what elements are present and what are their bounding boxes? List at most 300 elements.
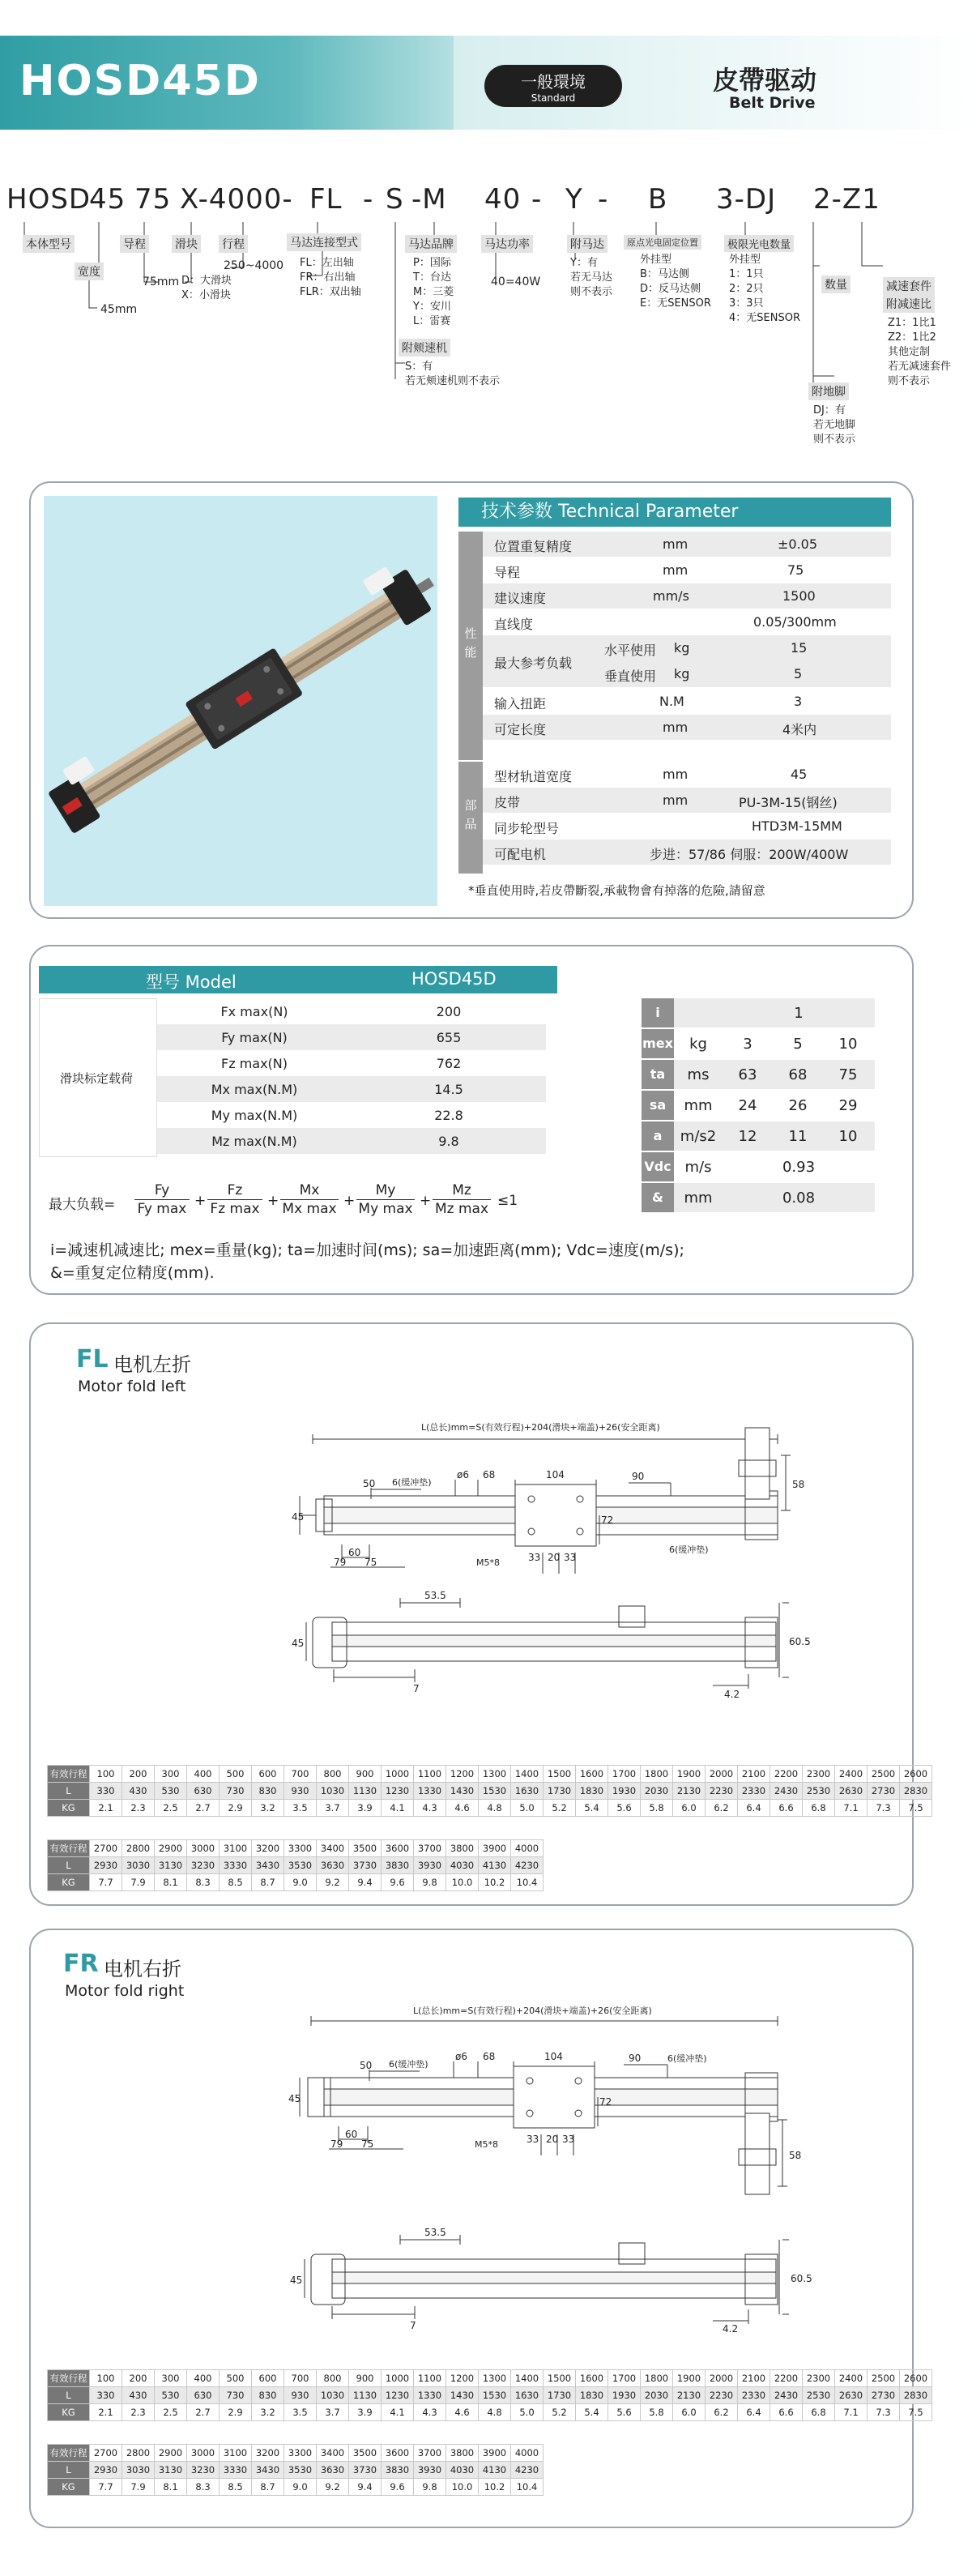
formula-term: Mx Mx max [280,1181,339,1218]
svg-text:72: 72 [601,1514,614,1526]
reducer-kit-options [888,316,951,389]
stroke-cell: 1330 [414,1783,446,1800]
stroke-cell: 3630 [317,1857,349,1874]
formula-tail: ≤1 [497,1193,518,1209]
stroke-cell: 1300 [479,2370,511,2387]
stroke-cell: 3030 [122,2462,155,2479]
stroke-cell: 3930 [414,2462,446,2479]
stroke-cell: 9.8 [414,2479,446,2496]
stroke-cell: 7.1 [835,2404,868,2421]
stroke-cell: 1130 [349,1783,382,1800]
tech-row: 输入扭距 N.M 3 [494,694,803,711]
stroke-cell: 200 [122,1766,155,1783]
stroke-cell: 6.4 [738,2404,770,2421]
svg-text:60.5: 60.5 [789,1636,811,1647]
tech-row: 位置重复精度 mm ±0.05 [483,532,891,557]
stroke-cell: 8.1 [155,1874,187,1891]
stroke-cell: 7.5 [900,2404,932,2421]
stroke-cell: 8.5 [220,1874,252,1891]
stroke-cell: 10.2 [479,1874,511,1891]
stroke-cell: 5.2 [544,2404,576,2421]
stroke-cell: 6.6 [770,2404,803,2421]
svg-text:68: 68 [483,1469,496,1480]
stroke-cell: 7.9 [122,2479,155,2496]
stroke-cell: 2130 [673,1783,706,1800]
tech-row: 建议速度 mm/s 1500 [483,583,891,609]
stroke-cell: 2630 [835,1783,868,1800]
motor-brand-option: T：台达 [413,271,451,284]
code-part-brand: S [386,183,404,216]
load-group-label: 滑块标定载荷 [60,1071,134,1086]
origin-sensor-option: E：无SENSOR [640,297,711,310]
kin-row: a m/s2 12 11 10 [642,1121,875,1151]
stroke-cell: 7.3 [868,1800,900,1817]
stroke-cell: 10.0 [446,2479,479,2496]
stroke-cell: 1000 [382,1766,414,1783]
stroke-cell: 2000 [706,2370,738,2387]
stroke-cell: 2.1 [90,2404,122,2421]
svg-text:104: 104 [546,1469,565,1480]
stroke-cell: 9.2 [317,2479,349,2496]
stroke-cell: 300 [155,1766,187,1783]
stroke-cell: 2.9 [220,1800,252,1817]
stroke-cell: 1030 [317,2387,349,2404]
stroke-cell: 3230 [187,1857,220,1874]
motor-connection-option: FR：右出轴 [300,271,356,284]
stroke-cell: 3.2 [252,1800,284,1817]
stroke-cell: 3.5 [284,1800,317,1817]
svg-text:45: 45 [292,1638,305,1649]
fl-length-formula: L(总长)mm=S(有效行程)+204(滑块+端盖)+26(安全距离) [421,1422,660,1433]
stroke-cell: 3330 [220,2462,252,2479]
load-row: Fx max(N) 200 [220,1004,462,1019]
stroke-cell: 7.9 [122,1874,155,1891]
stroke-cell: 1830 [576,1783,608,1800]
svg-text:60: 60 [348,1547,361,1558]
stroke-cell: 100 [90,1766,122,1783]
svg-text:33: 33 [526,2134,539,2145]
stroke-cell: 2100 [738,2370,770,2387]
load-row: Fy max(N) 655 [157,1024,546,1050]
stroke-cell: 2330 [738,1783,770,1800]
motor-connection-options [300,256,361,300]
stroke-cell: 2.3 [122,1800,155,1817]
tech-row: 同步轮型号 HTD3M-15MM [494,818,842,836]
stroke-cell: 2830 [900,2387,932,2404]
svg-text:7: 7 [413,1683,420,1694]
stroke-cell: 3800 [446,2445,479,2462]
stroke-cell: 7.7 [90,2479,122,2496]
stroke-cell: 2630 [835,2387,868,2404]
formula-term: Fy Fy max [134,1181,190,1218]
stroke-cell: 1800 [641,1766,673,1783]
stroke-cell: 2.5 [155,2404,187,2421]
fl-buffer-left: 6(缓冲垫) [392,1477,432,1488]
label-stroke: 行程 [219,235,248,253]
stroke-cell: 3300 [284,1840,317,1857]
stroke-cell: 1530 [479,1783,511,1800]
stroke-cell: 7.1 [835,1800,868,1817]
stroke-cell: 2930 [90,1857,122,1874]
tech-row: 可配电机 步进：57/86 伺服：200W/400W [483,839,891,865]
svg-text:20: 20 [548,1552,561,1563]
stroke-cell: 1730 [544,2387,576,2404]
stroke-cell: 5.0 [511,1800,544,1817]
label-motor-connection: 马达连接型式 [287,233,361,251]
stroke-cell: 330 [90,1783,122,1800]
environment-badge [484,65,622,107]
stroke-cell: 4130 [479,2462,511,2479]
stroke-cell: 3530 [284,1857,317,1874]
stroke-cell: 2530 [803,1783,835,1800]
fl-stroke-table-2: 有效行程 2700 2800 2900 3000 3100 3200 3300 3400 3500 3600 3700 3800 3900 4000 L 2930 3030 3130 3230 3330 3430 3530 3630 3730 3830 3930 4030 4130 4230 KG 7.7 7.9 8.1 8.3 8.5 8.7 9.0 9.2 9.4 9.6 9.8 10.0 10.2 10.4 [47,1839,544,1891]
stroke-cell: 1000 [382,2370,414,2387]
stroke-cell: 1300 [479,1766,511,1783]
stroke-cell: 600 [252,1766,284,1783]
kin-row: i 1 [642,998,875,1027]
stroke-cell: 3630 [317,2462,349,2479]
stroke-cell: 2030 [641,2387,673,2404]
limit-sensor-option: 3：3只 [729,297,764,310]
product-title: HOSD45D [19,57,261,105]
motor-brand-option: L：雷赛 [413,315,451,327]
stroke-cell: 3.9 [349,2404,382,2421]
stroke-cell: 830 [252,1783,284,1800]
stroke-cell: 3000 [187,2445,220,2462]
stroke-cell: 5.8 [641,1800,673,1817]
side-label-parts: 部品 [458,762,483,874]
stroke-cell: 6.4 [738,1800,770,1817]
formula-lead: 最大负载= [49,1197,116,1213]
reducer-kit-option: Z1：1比1 [888,317,936,329]
svg-text:68: 68 [483,2051,496,2062]
load-row: Fz max(N) 762 [221,1056,462,1071]
stroke-cell: 3730 [349,2462,382,2479]
with-motor-options [570,256,612,300]
stroke-cell: 400 [187,2370,220,2387]
svg-text:50: 50 [363,1478,376,1489]
model-title-bar [39,966,557,993]
origin-sensor-options [640,253,711,311]
stroke-cell: 9.0 [284,1874,317,1891]
fr-buffer-right: 6(缓冲垫) [667,2053,707,2064]
svg-text:58: 58 [789,2150,802,2161]
stroke-cell: 5.4 [576,2404,608,2421]
stroke-cell: 2730 [868,1783,900,1800]
stroke-cell: 9.4 [349,1874,382,1891]
slider-option: D：大滑块 [181,275,232,287]
stroke-cell: 8.7 [252,1874,284,1891]
svg-text:ø6: ø6 [455,2051,467,2062]
stroke-cell: 430 [122,1783,155,1800]
svg-text:79: 79 [334,1557,347,1568]
svg-text:79: 79 [330,2138,343,2150]
svg-text:50: 50 [360,2060,373,2071]
limit-sensor-option: 外挂型 [729,254,761,266]
stroke-cell: 900 [349,2370,382,2387]
stroke-cell: 100 [90,2370,122,2387]
stroke-cell: 1630 [511,1783,544,1800]
svg-text:45: 45 [292,1511,305,1523]
stroke-cell: 6.2 [706,1800,738,1817]
load-row: Mx max(N.M) 14.5 [157,1076,546,1102]
stroke-cell: 4.8 [479,1800,511,1817]
stroke-cell: 3400 [317,1840,349,1857]
load-row: Mz max(N.M) 9.8 [157,1128,546,1154]
motor-connection-option: FL：左出轴 [300,257,354,269]
limit-sensor-option: 2：2只 [729,283,764,295]
stroke-cell: 8.3 [187,1874,220,1891]
stroke-cell: 3700 [414,1840,446,1857]
with-motor-option: 若无马达 [570,271,613,284]
stroke-cell: 1100 [414,2370,446,2387]
code-part-motor: -M [411,183,447,216]
stroke-cell: 6.6 [770,1800,803,1817]
kin-row: Vdc m/s 0.93 [642,1152,875,1181]
code-part-limit: 3-DJ [716,183,777,216]
tech-row: 直线度 0.05/300mm [494,614,837,632]
stroke-cell: 3200 [252,2445,284,2462]
formula-term: Fz Fz max [207,1181,262,1218]
label-body-model: 本体型号 [23,235,75,253]
stroke-cell: 5.0 [511,2404,544,2421]
stroke-cell: 6.0 [673,1800,706,1817]
stroke-cell: 4130 [479,1857,511,1874]
stroke-cell: 3230 [187,2462,220,2479]
stroke-cell: 8.7 [252,2479,284,2496]
stroke-cell: 2400 [835,1766,868,1783]
stroke-cell: 4.3 [414,1800,446,1817]
stroke-cell: 2600 [900,2370,932,2387]
stroke-cell: 9.6 [382,2479,414,2496]
stroke-cell: 2530 [803,2387,835,2404]
code-part-dash: - [363,183,374,216]
stroke-cell: 400 [187,1766,220,1783]
stroke-cell: 4.6 [446,2404,479,2421]
stroke-cell: 4000 [511,1840,544,1857]
kin-row: & mm 0.08 [642,1183,875,1212]
stroke-cell: 200 [122,2370,155,2387]
svg-text:M5*8: M5*8 [475,2139,498,2150]
stroke-cell: 1730 [544,1783,576,1800]
slider-options [181,274,232,303]
stroke-cell: 1500 [544,2370,576,2387]
stroke-cell: 5.6 [608,1800,641,1817]
tech-footnote: *垂直使用時,若皮帶斷裂,承載物會有掉落的危險,請留意 [468,883,765,898]
limit-sensor-option: 4：无SENSOR [729,312,800,324]
label-origin-sensor: 原点光电固定位置 [624,235,701,250]
stroke-cell: 3.7 [317,1800,349,1817]
width-value: 45mm [100,303,138,316]
stroke-cell: 3.2 [252,2404,284,2421]
stroke-cell: 1600 [576,2370,608,2387]
label-reducer-kit: 减速套件 [883,277,935,295]
stroke-cell: 2700 [90,1840,122,1857]
label-foot: 附地脚 [808,382,849,400]
stroke-cell: 3400 [317,2445,349,2462]
stroke-cell: 10.2 [479,2479,511,2496]
drive-type-zh: 皮帶驱动 [713,65,817,96]
stroke-cell: 6.8 [803,2404,835,2421]
stroke-cell: 1230 [382,1783,414,1800]
stroke-cell: 2600 [900,1766,932,1783]
lead-value: 75mm [143,276,180,288]
label-motor-brand: 马达品牌 [405,235,457,253]
stroke-cell: 1700 [608,1766,641,1783]
stroke-cell: 1530 [479,2387,511,2404]
foot-option: 若无地脚 [813,419,856,431]
stroke-cell: 5.4 [576,1800,608,1817]
label-reducer: 附颊速机 [399,339,450,357]
limit-sensor-options [729,253,800,326]
stroke-cell: 8.5 [220,2479,252,2496]
stroke-cell: 2230 [706,2387,738,2404]
svg-text:104: 104 [544,2051,563,2062]
formula-term: My My max [356,1181,415,1218]
foot-option: DJ：有 [813,404,846,417]
reducer-kit-option: 则不表示 [888,375,931,387]
stroke-cell: 3530 [284,2462,317,2479]
stroke-cell: 3600 [382,1840,414,1857]
fl-buffer-right: 6(缓冲垫) [669,1544,709,1555]
reducer-option: 若无颊速机则不表示 [405,375,501,387]
stroke-cell: 2030 [641,1783,673,1800]
stroke-cell: 1130 [349,2387,382,2404]
stroke-cell: 700 [284,1766,317,1783]
stroke-cell: 2430 [770,1783,803,1800]
fr-title-en: Motor fold right [65,1982,185,2000]
stroke-cell: 900 [349,1766,382,1783]
stroke-cell: 2130 [673,2387,706,2404]
stroke-cell: 530 [155,2387,187,2404]
stroke-cell: 3.5 [284,2404,317,2421]
stroke-cell: 4030 [446,2462,479,2479]
motor-power-value: 40=40W [491,276,541,288]
kin-row: sa mm 24 26 29 [642,1091,875,1120]
environment-badge-zh: 一般環境 [521,72,586,92]
stroke-cell: 9.8 [414,1874,446,1891]
svg-text:75: 75 [361,2138,374,2150]
formula-plus: + [267,1193,279,1209]
foot-options [813,404,855,447]
slider-option: X：小滑块 [181,289,231,301]
stroke-cell: 9.4 [349,2479,382,2496]
stroke-cell: 1100 [414,1766,446,1783]
stroke-cell: 2730 [868,2387,900,2404]
drive-type-en: Belt Drive [729,94,816,112]
stroke-cell: 3.9 [349,1800,382,1817]
stroke-cell: 8.3 [187,2479,220,2496]
stroke-cell: 6.2 [706,2404,738,2421]
code-part-kit: 2-Z1 [813,183,880,216]
stroke-cell: 2.1 [90,1800,122,1817]
stroke-cell: 4030 [446,1857,479,1874]
tech-row: 皮带 mm PU-3M-15(钢丝) [483,788,891,813]
code-part-dash: - [531,183,543,216]
formula-plus: + [194,1193,207,1209]
stroke-cell: 630 [187,1783,220,1800]
origin-sensor-option: 外挂型 [640,254,672,266]
stroke-cell: 2500 [868,2370,900,2387]
reducer-option: S：有 [405,361,433,373]
stroke-cell: 9.6 [382,1874,414,1891]
stroke-cell: 3600 [382,2445,414,2462]
stroke-cell: 1030 [317,1783,349,1800]
label-reducer-ratio: 附减速比 [883,295,935,313]
stroke-cell: 6.0 [673,2404,706,2421]
tech-row: 型材轨道宽度 mm 45 [494,767,808,784]
stroke-cell: 3700 [414,2445,446,2462]
kin-row: mex kg 3 5 10 [642,1029,875,1058]
stroke-cell: 3900 [479,2445,511,2462]
fl-title-zh: 电机左折 [113,1353,191,1376]
stroke-cell: 1700 [608,2370,641,2387]
label-width: 宽度 [75,263,104,280]
environment-badge-en: Standard [531,92,576,104]
stroke-cell: 4230 [511,2462,544,2479]
symbol-note-2: &=重复定位精度(mm). [50,1264,215,1282]
svg-text:53.5: 53.5 [424,2227,446,2238]
stroke-cell: 3330 [220,1857,252,1874]
stroke-cell: 3100 [220,1840,252,1857]
stroke-cell: 500 [220,1766,252,1783]
stroke-cell: 930 [284,2387,317,2404]
stroke-cell: 630 [187,2387,220,2404]
origin-sensor-option: D：反马达侧 [640,283,701,295]
stroke-cell: 600 [252,2370,284,2387]
stroke-cell: 2200 [770,2370,803,2387]
stroke-cell: 2430 [770,2387,803,2404]
label-limit-sensor: 极限光电数量 [724,235,794,252]
stroke-cell: 2330 [738,2387,770,2404]
code-part-dash: - [598,183,609,216]
svg-text:60: 60 [345,2129,358,2140]
with-motor-option: 则不表示 [570,286,613,298]
stroke-cell: 3500 [349,1840,382,1857]
svg-text:33: 33 [562,2134,575,2145]
code-part-stroke: X-4000- [180,183,293,216]
product-photo [44,496,437,906]
stroke-cell: 3430 [252,2462,284,2479]
stroke-cell: 3800 [446,1840,479,1857]
stroke-cell: 3830 [382,1857,414,1874]
stroke-cell: 3900 [479,1840,511,1857]
stroke-cell: 800 [317,2370,349,2387]
reducer-kit-option: 其他定制 [888,346,931,358]
stroke-cell: 7.5 [900,1800,932,1817]
stroke-cell: 4.3 [414,2404,446,2421]
svg-text:75: 75 [364,1557,377,1568]
stroke-cell: 3500 [349,2445,382,2462]
origin-sensor-option: B：马达侧 [640,268,689,280]
stroke-cell: 7.7 [90,1874,122,1891]
stroke-value: 250~4000 [224,259,284,272]
symbol-note-1: i=减速机减速比; mex=重量(kg); ta=加速时间(ms); sa=加速距离(mm); Vdc=速度(m/s); [50,1241,684,1259]
svg-text:M5*8: M5*8 [476,1557,500,1568]
stroke-cell: 2700 [90,2445,122,2462]
foot-option: 则不表示 [813,434,856,446]
limit-sensor-option: 1：1只 [729,268,764,280]
kin-row: ta ms 63 68 75 [642,1060,875,1089]
fl-title-en: Motor fold left [78,1378,186,1395]
stroke-cell: 5.2 [544,1800,576,1817]
motor-brand-options [413,256,454,329]
stroke-cell: 3300 [284,2445,317,2462]
stroke-cell: 2900 [155,1840,187,1857]
stroke-cell: 3930 [414,1857,446,1874]
stroke-cell: 4.1 [382,2404,414,2421]
motor-connection-option: FLR：双出轴 [300,286,361,298]
